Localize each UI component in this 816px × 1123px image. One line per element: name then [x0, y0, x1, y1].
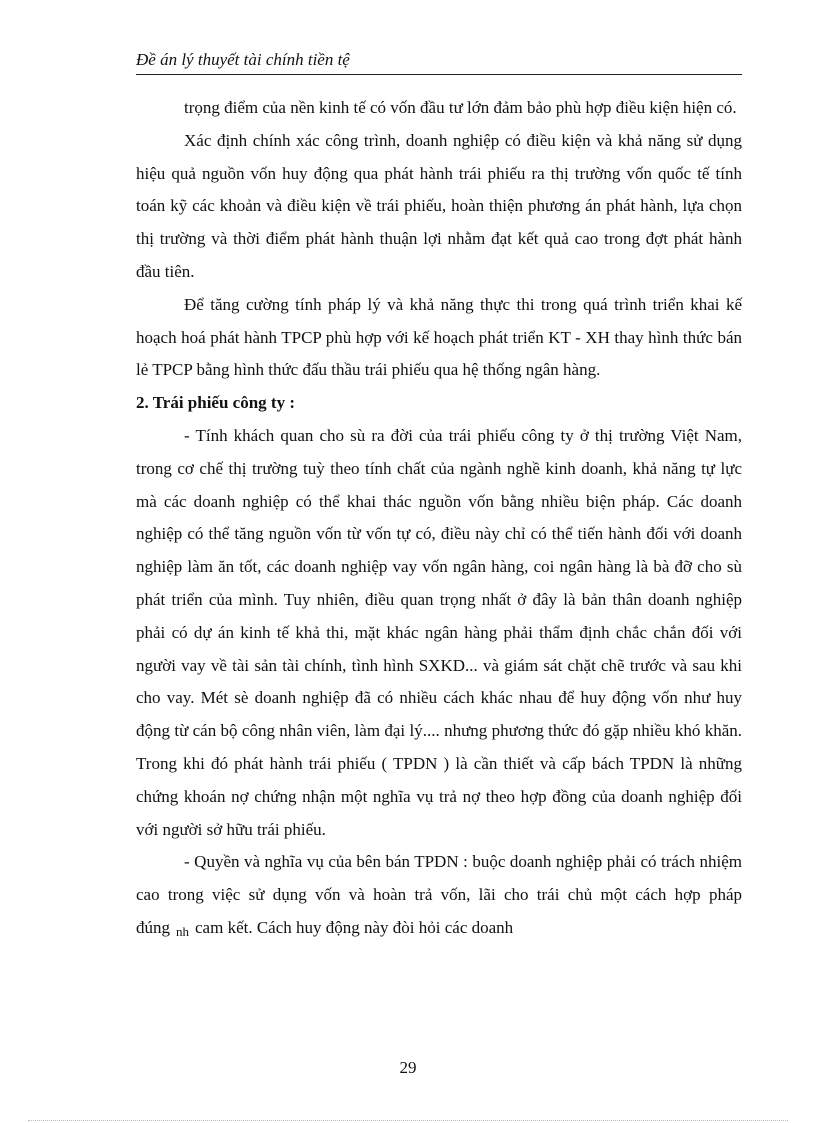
paragraph-5	[136, 846, 742, 948]
paragraph-2: Xác định chính xác công trình, doanh nghiệp có điều kiện và khả năng sử dụng hiệu quả nguồn vốn huy động qua phát hành trái phiếu ra thị trường vốn quốc tế tính toán kỹ các khoản và điều kiện về trái phiếu, hoàn thiện phương án phát hành, lựa chọn thị trường và thời điểm phát hành thuận lợi nhằm đạt kết quả cao trong đợt phát hành đầu tiên.	[136, 130, 742, 281]
paragraph-1: trọng điểm của nền kinh tế có vốn đầu tư lớn đảm bảo phù hợp điều kiện hiện có.	[184, 98, 737, 117]
body-text	[136, 92, 742, 949]
page-header	[136, 48, 742, 75]
page-number: 29	[399, 1058, 417, 1077]
page-bottom-divider	[28, 1120, 788, 1121]
paragraph-5-part-b: cam kết. Cách huy động này đòi hỏi các doanh	[195, 917, 514, 937]
paragraph-5-part-a: - Quyền và nghĩa vụ của bên bán TPDN : buộc doanh nghiệp phải có trách nhiệm cao trong việc sử dụng vốn và hoàn trả vốn, lãi cho trái chủ một cách hợp pháp đúng	[136, 852, 742, 937]
header-title: Đề án lý thuyết tài chính tiền tệ	[136, 50, 350, 69]
paragraph-4: - Tính khách quan cho sù ra đời của trái phiếu công ty ở thị trường Việt Nam, trong cơ chế thị trường tuỳ theo tính chất của ngành nghề kinh doanh, khả năng tự lực mà các doanh nghiệp có thể khai thác nguồn vốn bằng nhiều biện pháp. Các doanh nghiệp có thể tăng nguồn vốn từ vốn tự có, điều này chỉ có thể tiến hành đối với doanh nghiệp làm ăn tốt, các doanh nghiệp vay vốn ngân hàng, coi ngân hàng là bà đỡ cho sù phát triển của mình. Tuy nhiên, điều quan trọng nhất ở đây là bản thân doanh nghiệp phải có dự án kinh tế khả thi, mặt khác ngân hàng phải thẩm định chắc chắn đối với người vay về tài sản tài chính, tình hình SXKD... và giám sát chặt chẽ trước và sau khi cho vay. Mét sè doanh nghiệp đã có nhiều cách khác nhau để huy động vốn như huy động từ cán bộ công nhân viên, làm đại lý.... nhưng phương thức đó gặp nhiều khó khăn. Trong khi đó phát hành trái phiếu ( TPDN ) là cần thiết và cấp bách TPDN là những chứng khoán nợ chứng nhận một nghĩa vụ trả nợ theo hợp đồng của doanh nghiệp đối với người sở hữu trái phiếu.	[136, 425, 742, 839]
paragraph-3: Để tăng cường tính pháp lý và khả năng thực thi trong quá trình triển khai kế hoạch hoá phát hành TPCP phù hợp với kế hoạch phát triển KT - XH thay hình thức bán lẻ TPCP bằng hình thức đấu thầu trái phiếu qua hệ thống ngân hàng.	[136, 294, 742, 380]
section-heading: 2. Trái phiếu công ty :	[136, 393, 295, 413]
paragraph-5-small-text: nh	[176, 923, 189, 939]
